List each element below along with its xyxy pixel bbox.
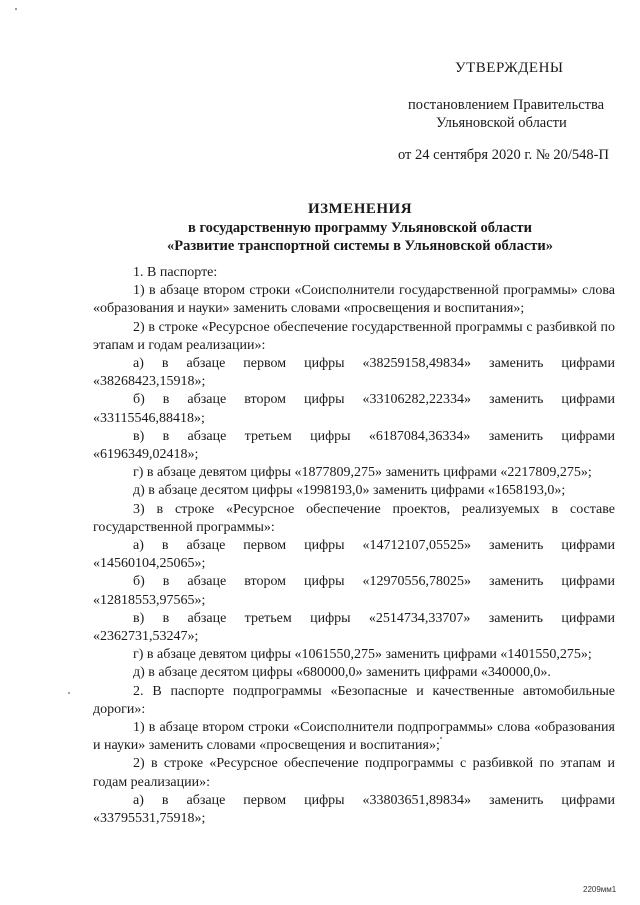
title-line-3: «Развитие транспортной системы в Ульяновской области» [167,238,553,254]
paragraph: в) в абзаце третьем цифры «6187084,36334» заменить цифрами «6196349,02418»; [93,428,615,463]
paragraph: 2. В паспорте подпрограммы «Безопасные и качественные автомобильные дороги»: [93,683,615,717]
footer-document-code: 2209мм1 [583,885,617,894]
scan-speck [68,692,70,694]
paragraph: д) в абзаце десятом цифры «1998193,0» заменить цифрами «1658193,0»; [133,483,566,499]
paragraph: б) в абзаце втором цифры «33106282,22334» заменить цифрами «33115546,88418»; [93,392,615,426]
paragraph: а) в абзаце первом цифры «33803651,89834» заменить цифрами «33795531,75918»; [93,792,615,827]
paragraph: 1. В паспорте: [133,265,218,280]
approval-stamp-heading: УТВЕРЖДЕНЫ [455,60,564,76]
document-body [93,264,615,828]
paragraph: а) в абзаце первом цифры «14712107,05525» заменить цифрами «14560104,25065»; [93,538,615,572]
paragraph: 1) в абзаце втором строки «Соисполнители подпрограммы» слова «образования и науки» заменить словами «просвещения и воспитания»; [93,720,615,754]
paragraph: г) в абзаце девятом цифры «1061550,275» заменить цифрами «1401550,275»; [133,647,592,663]
paragraph: г) в абзаце девятом цифры «1877809,275» заменить цифрами «2217809,275»; [133,465,592,481]
decree-line-1: постановлением Правительства [408,97,605,113]
paragraph: а) в абзаце первом цифры «38259158,49834» заменить цифрами «38268423,15918»; [93,356,615,390]
document-title [80,200,640,255]
paragraph: 2) в строке «Ресурсное обеспечение государственной программы с разбивкой по этапам и годам реализации»: [93,319,615,353]
decree-line-2: Ульяновской области [436,115,567,131]
scan-speck [15,8,17,10]
paragraph: в) в абзаце третьем цифры «2514734,33707» заменить цифрами «2362731,53247»; [93,610,615,645]
paragraph: д) в абзаце десятом цифры «680000,0» заменить цифрами «340000,0». [133,665,551,681]
title-line-2: в государственную программу Ульяновской области [187,220,532,236]
paragraph: 3) в строке «Ресурсное обеспечение проектов, реализуемых в составе государственной программы»: [93,501,615,535]
scan-speck [440,737,442,739]
decree-date-number: от 24 сентября 2020 г. № 20/548-П [398,147,609,163]
paragraph: 2) в строке «Ресурсное обеспечение подпрограммы с разбивкой по этапам и годам реализации»: [93,756,615,790]
paragraph: 1) в абзаце втором строки «Соисполнители государственной программы» слова «образования и науки» заменить словами «просвещения и воспитания»; [93,283,615,317]
title-main: ИЗМЕНЕНИЯ [307,201,413,217]
paragraph: б) в абзаце втором цифры «12970556,78025» заменить цифрами «12818553,97565»; [93,574,615,608]
